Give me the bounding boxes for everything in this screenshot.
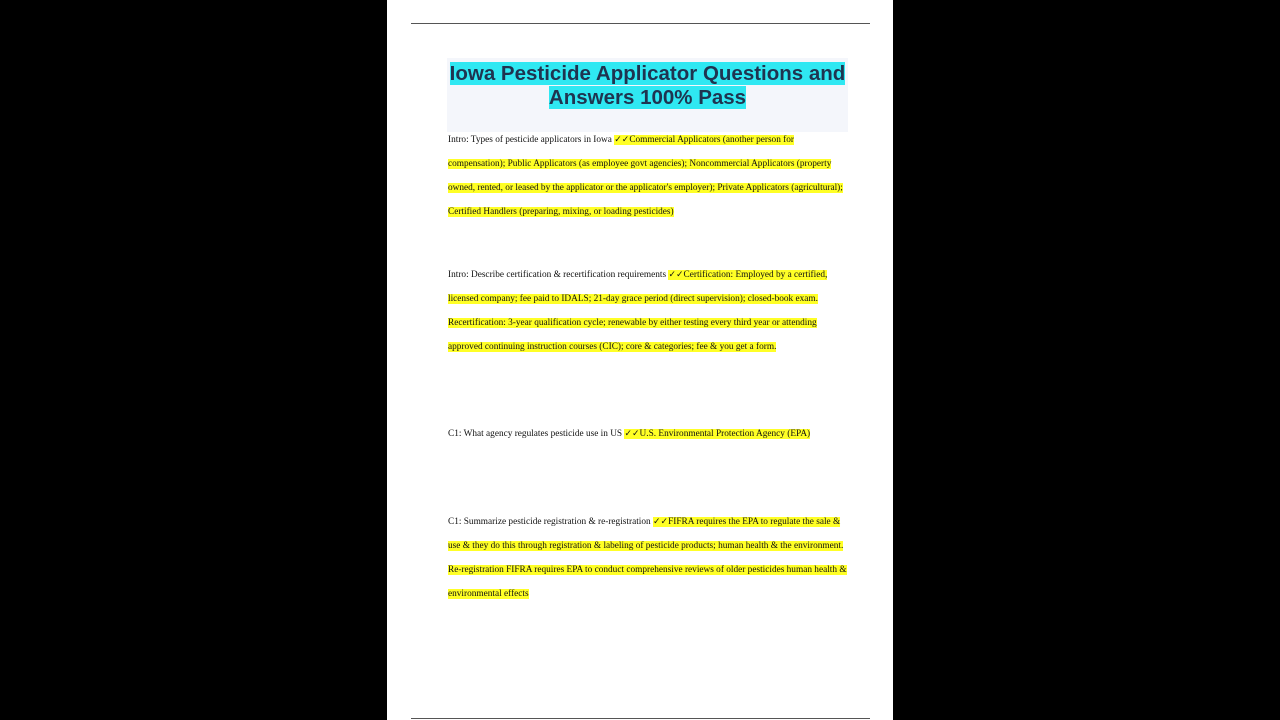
title-banner <box>447 58 848 132</box>
qa-item-2 <box>448 263 850 359</box>
document-title: Iowa Pesticide Applicator Questions and Answers 100% Pass <box>449 62 846 109</box>
question-text: C1: What agency regulates pesticide use in US <box>448 429 625 439</box>
check-mark-icon: ✓✓ <box>614 135 630 145</box>
question-text: Intro: Types of pesticide applicators in Iowa <box>448 135 615 145</box>
footer-rule <box>411 718 870 719</box>
answer-highlight <box>448 135 843 217</box>
document-page <box>387 0 893 720</box>
answer-highlight <box>624 429 810 439</box>
check-mark-icon: ✓✓ <box>653 517 669 527</box>
answer-text: Commercial Applicators (another person for compensation); Public Applicators (as employee govt agencies); Noncommercial Applicators (property owned, rented, or leased by the applicator or the applicator's employer); Private Applicators (agricultural); Certified Handlers (preparing, mixing, or loading pesticides) <box>448 135 843 217</box>
header-rule <box>411 23 870 24</box>
question-text: Intro: Describe certification & recertification requirements <box>448 270 669 280</box>
qa-item-4 <box>448 510 850 606</box>
answer-highlight <box>448 517 847 599</box>
answer-highlight <box>448 270 827 352</box>
check-mark-icon: ✓✓ <box>624 429 640 439</box>
qa-item-1 <box>448 128 850 224</box>
question-text: C1: Summarize pesticide registration & re-registration <box>448 517 653 527</box>
answer-text: U.S. Environmental Protection Agency (EPA) <box>639 429 811 439</box>
qa-item-3 <box>448 422 850 446</box>
check-mark-icon: ✓✓ <box>668 270 684 280</box>
answer-text: Certification: Employed by a certified, licensed company; fee paid to IDALS; 21-day grace period (direct supervision); closed-book exam. Recertification: 3-year qualification cycle; renewable by either testing every third year or attending approved continuing instruction courses (CIC); core & categories; fee & you get a form. <box>448 270 828 352</box>
answer-text: FIFRA requires the EPA to regulate the sale & use & they do this through registration & labeling of pesticide products; human health & the environment. Re-registration FIFRA requires EPA to conduct comprehensive reviews of older pesticides human health & environmental effects <box>448 517 847 599</box>
